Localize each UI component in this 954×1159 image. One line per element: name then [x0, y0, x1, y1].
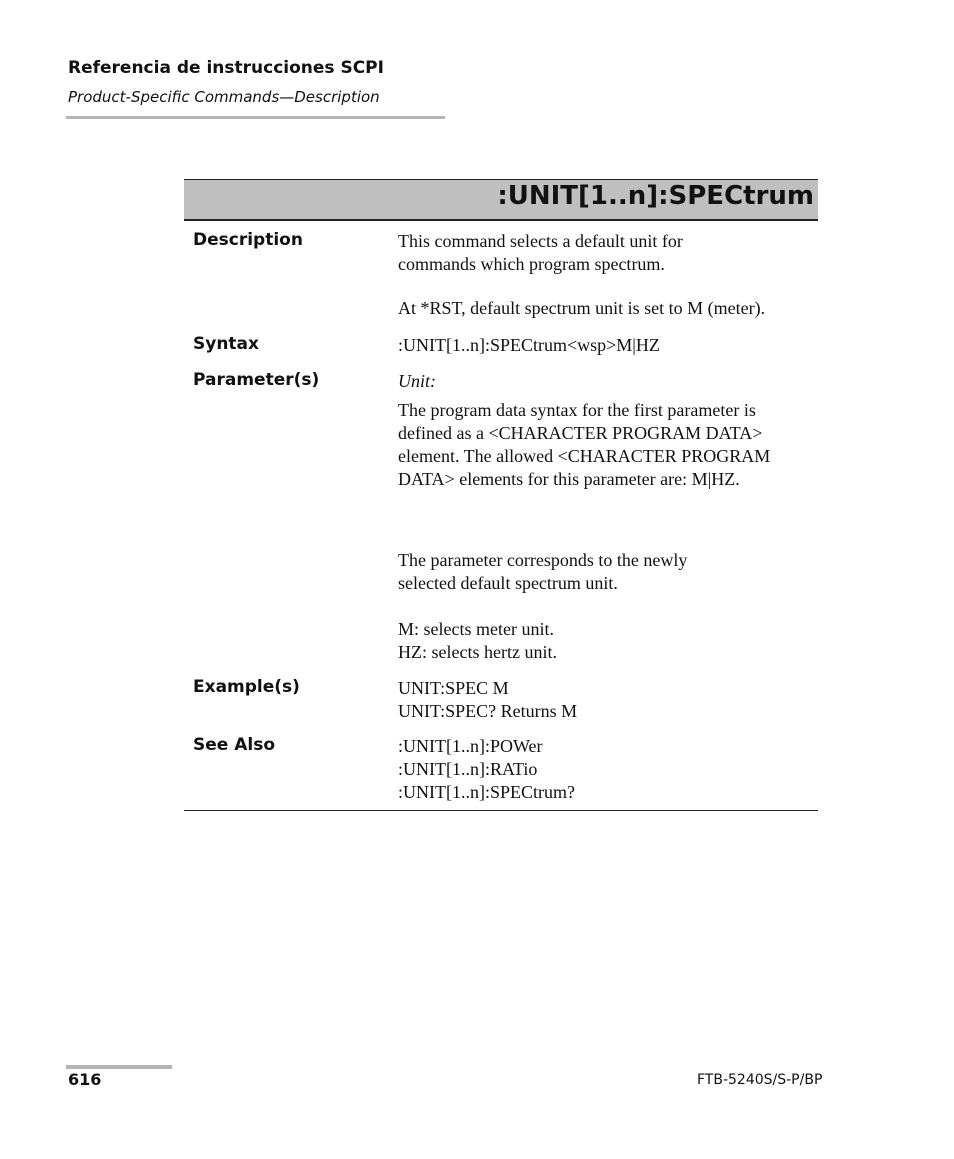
parameter-line: element. The allowed <CHARACTER PROGRAM — [398, 446, 771, 466]
example-line: UNIT:SPEC? Returns M — [398, 701, 578, 721]
description-text — [398, 230, 818, 320]
parameter-line: The program data syntax for the first parameter is — [398, 400, 756, 420]
examples-text — [398, 677, 818, 723]
footer-rule — [66, 1065, 172, 1069]
examples-label: Example(s) — [193, 677, 300, 697]
command-title: :UNIT[1..n]:SPECtrum — [497, 181, 814, 211]
syntax-value: :UNIT[1..n]:SPECtrum<wsp>M|HZ — [398, 335, 660, 355]
see-also-link[interactable]: :UNIT[1..n]:RATio — [398, 759, 538, 779]
description-line: commands which program spectrum. — [398, 254, 665, 274]
page-number: 616 — [68, 1070, 102, 1089]
parameter-line: selected default spectrum unit. — [398, 573, 618, 593]
see-also-label: See Also — [193, 735, 276, 755]
parameter-line: defined as a <CHARACTER PROGRAM DATA> — [398, 423, 763, 443]
table-bottom-rule — [184, 810, 818, 811]
parameters-label: Parameter(s) — [193, 370, 320, 390]
description-line: This command selects a default unit for — [398, 231, 683, 251]
section-title: Referencia de instrucciones SCPI — [68, 58, 384, 78]
parameter-meaning-text — [398, 549, 818, 664]
command-title-bar — [184, 179, 818, 221]
example-line: UNIT:SPEC M — [398, 678, 509, 698]
see-also-link[interactable]: :UNIT[1..n]:POWer — [398, 736, 543, 756]
parameter-syntax-text — [398, 399, 818, 491]
product-model: FTB-5240S/S-P/BP — [697, 1072, 823, 1088]
description-line: At *RST, default spectrum unit is set to M (meter). — [398, 298, 766, 318]
see-also-link[interactable]: :UNIT[1..n]:SPECtrum? — [398, 782, 575, 802]
parameter-line: DATA> elements for this parameter are: M|HZ. — [398, 469, 740, 489]
syntax-label: Syntax — [193, 334, 259, 354]
see-also-list — [398, 735, 818, 804]
header-rule — [66, 116, 445, 119]
parameter-line: The parameter corresponds to the newly — [398, 550, 688, 570]
parameter-line: M: selects meter unit. — [398, 619, 554, 639]
section-subtitle: Product-Specific Commands—Description — [68, 88, 380, 106]
parameter-line: HZ: selects hertz unit. — [398, 642, 557, 662]
description-label: Description — [193, 230, 303, 250]
parameter-name: Unit: — [398, 371, 436, 391]
